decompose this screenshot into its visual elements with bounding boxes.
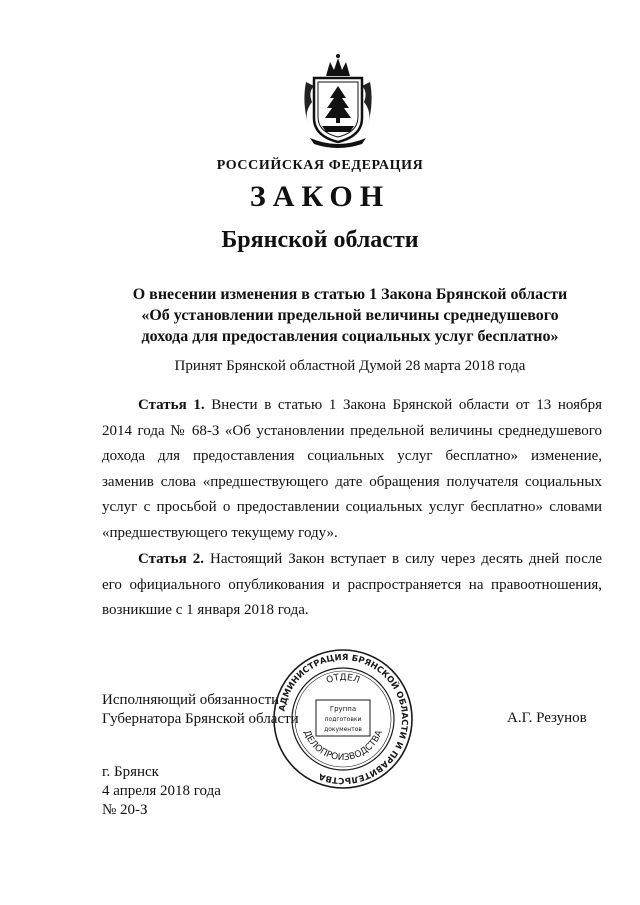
svg-text:ДЕЛОПРОИЗВОДСТВА: ДЕЛОПРОИЗВОДСТВА	[301, 728, 385, 764]
bryansk-coat-of-arms-icon	[300, 52, 376, 148]
signer-name: А.Г. Резунов	[507, 710, 587, 726]
signer-position-line: Губернатора Брянской области	[102, 711, 299, 727]
footer-city: г. Брянск	[102, 764, 159, 780]
article-text: Внести в статью 1 Закона Брянской области от 13 ноября 2014 года № 68-З «Об установлении предельной величины среднедушевого дохода для предоставления социальных услуг бесплатно» изменение, заменив слова «предшествующего дате обращения получателя социальных услуг с просьбой о предоставлении социальных услуг бесплатно» словами «предшествующего текущему году».	[102, 397, 603, 541]
article-label: Статья 2.	[138, 551, 204, 567]
svg-text:подготовки: подготовки	[324, 716, 362, 723]
svg-text:ОТДЕЛ: ОТДЕЛ	[325, 672, 361, 686]
document-type-heading: ЗАКОН	[249, 180, 391, 213]
document-footer	[102, 763, 221, 820]
signer-position-line: Исполняющий обязанности	[102, 692, 280, 708]
signer-position	[102, 691, 299, 729]
law-title-line: О внесении изменения в статью 1 Закона Брянской области	[132, 286, 568, 303]
adoption-note: Принят Брянской областной Думой 28 марта 2018 года	[174, 358, 526, 374]
region-heading: Брянской области	[221, 227, 419, 253]
article-1	[102, 393, 602, 547]
svg-text:Группа: Группа	[329, 705, 357, 713]
law-title-line: дохода для предоставления социальных услуг бесплатно»	[141, 328, 559, 345]
country-heading: РОССИЙСКАЯ ФЕДЕРАЦИЯ	[216, 158, 424, 173]
article-label: Статья 1.	[138, 397, 205, 413]
law-title	[60, 284, 640, 347]
svg-text:документов: документов	[324, 726, 362, 733]
svg-text:АДМИНИСТРАЦИЯ БРЯНСКОЙ ОБЛАСТИ: АДМИНИСТРАЦИЯ БРЯНСКОЙ ОБЛАСТИ И ПРАВИТЕЛЬСТВА	[277, 652, 410, 786]
official-round-stamp-icon	[272, 648, 414, 790]
footer-number: № 20-З	[102, 802, 148, 818]
article-2	[102, 547, 602, 624]
footer-date: 4 апреля 2018 года	[102, 783, 221, 799]
law-title-line: «Об установлении предельной величины среднедушевого	[141, 307, 559, 324]
article-text: Настоящий Закон вступает в силу через десять дней после его официального опубликования и распространяется на правоотношения, возникшие с 1 января 2018 года.	[102, 551, 602, 619]
